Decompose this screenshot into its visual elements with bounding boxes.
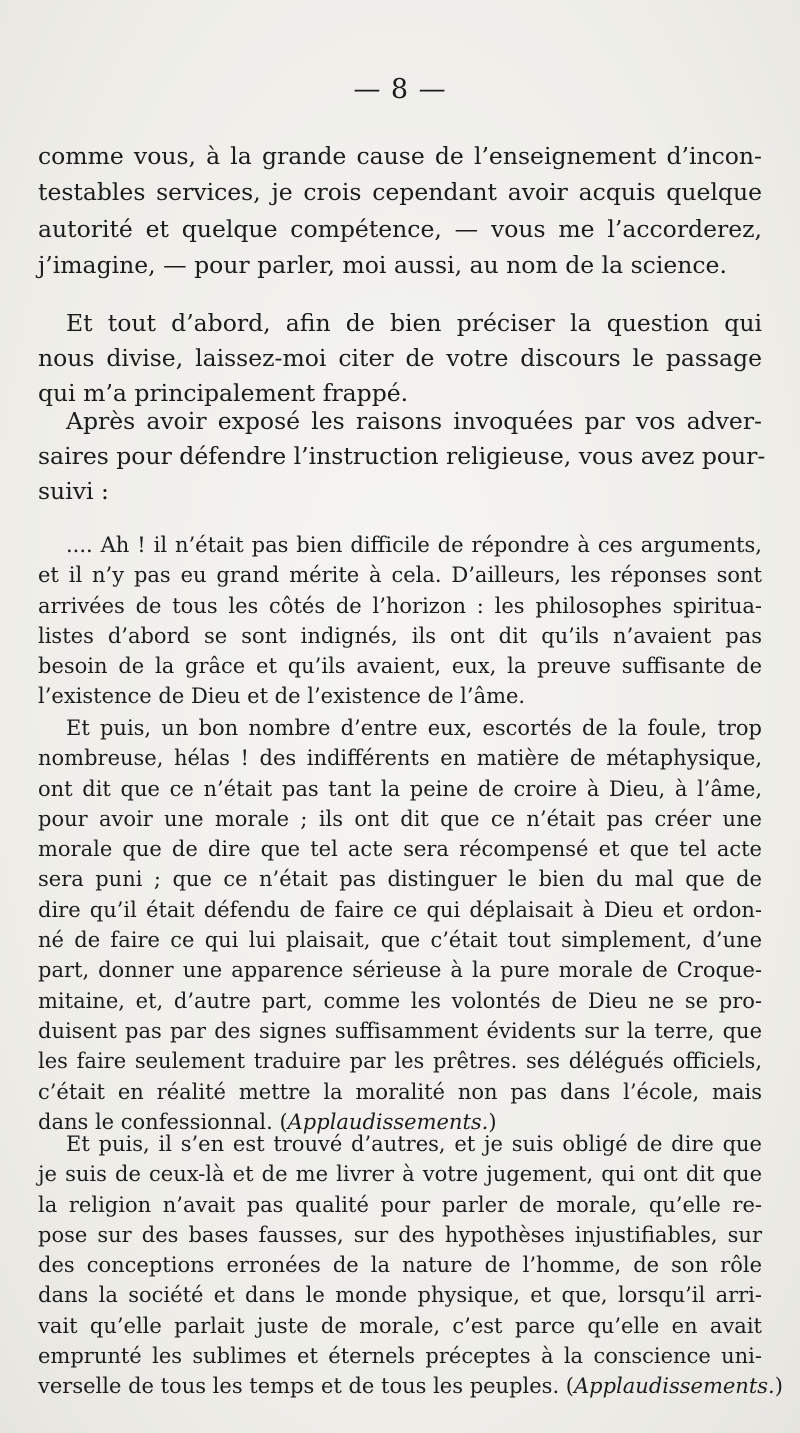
quote-paragraph-1	[38, 530, 762, 712]
text-line: .... Ah ! il n’était pas bien difficile de répondre à ces arguments,	[66, 533, 762, 557]
text-line: duisent pas par des signes suffisamment évidents sur la terre, que	[38, 1018, 762, 1043]
text-line: j’imagine, — pour parler, moi aussi, au nom de la science.	[38, 250, 727, 279]
text-line: testables services, je crois cependant avoir acquis quelque	[38, 178, 762, 207]
text-line: arrivées de tous les côtés de l’horizon : les philosophes spiritua-	[38, 593, 762, 618]
text-line: pose sur des bases fausses, sur des hypothèses injustifiables, sur	[38, 1222, 762, 1247]
text-line	[38, 1371, 783, 1401]
text-line: sera puni ; que ce n’était pas distinguer le bien du mal que de	[38, 867, 762, 892]
text-line: mitaine, et, d’autre part, comme les volontés de Dieu ne se pro-	[38, 988, 762, 1013]
text-line: la religion n’avait pas qualité pour parler de morale, qu’elle re-	[38, 1192, 762, 1217]
text-line: Et puis, il s’en est trouvé d’autres, et je suis obligé de dire que	[66, 1132, 762, 1156]
page-number: — 8 —	[353, 74, 447, 105]
paragraph-apres-avoir	[38, 404, 766, 509]
text-line: Et tout d’abord, afin de bien préciser la question qui	[66, 309, 762, 337]
text-line: Après avoir exposé les raisons invoquées par vos adver-	[66, 407, 762, 435]
text-line: suivi :	[38, 477, 109, 505]
text-line: des conceptions erronées de la nature de l’homme, de son rôle	[38, 1253, 762, 1278]
applause-note: Applaudissements.	[287, 1109, 489, 1134]
quote-paragraph-3	[38, 1129, 783, 1402]
text-line: nombreuse, hélas ! des indifférents en matière de métaphysique,	[38, 746, 762, 771]
text-line: né de faire ce qui lui plaisait, que c’était tout simplement, d’une	[38, 928, 762, 953]
text-run: )	[488, 1109, 497, 1134]
text-run: )	[774, 1374, 783, 1399]
text-line: je suis de ceux-là et de me livrer à votre jugement, qui ont dit que	[38, 1162, 762, 1187]
text-line: Et puis, un bon nombre d’entre eux, escortés de la foule, trop	[66, 716, 762, 740]
quote-paragraph-2	[38, 713, 762, 1137]
text-line: dans la société et dans le monde physique, et que, lorsqu’il arri-	[38, 1283, 762, 1308]
text-run: verselle de tous les temps et de tous les peuples. (	[38, 1374, 574, 1399]
text-line: besoin de la grâce et qu’ils avaient, eux, la preuve suffisante de	[38, 654, 762, 679]
text-line: morale que de dire que tel acte sera récompensé et que tel acte	[38, 837, 762, 862]
text-line: c’était en réalité mettre la moralité non pas dans l’école, mais	[38, 1079, 762, 1104]
intro-paragraph	[38, 138, 762, 283]
applause-note: Applaudissements.	[574, 1374, 775, 1399]
text-line: et il n’y pas eu grand mérite à cela. D’ailleurs, les réponses sont	[38, 563, 762, 588]
text-run: dans le confessionnal. (	[38, 1109, 288, 1134]
text-line: nous divise, laissez-moi citer de votre discours le passage	[38, 344, 762, 372]
text-line: listes d’abord se sont indignés, ils ont dit qu’ils n’avaient pas	[38, 623, 762, 648]
text-line: les faire seulement traduire par les prêtres. ses délégués officiels,	[38, 1049, 762, 1074]
paragraph-et-tout-dabord	[38, 306, 762, 411]
text-line: l’existence de Dieu et de l’existence de l’âme.	[38, 684, 526, 709]
text-line: emprunté les sublimes et éternels préceptes à la conscience uni-	[38, 1344, 762, 1369]
text-line: comme vous, à la grande cause de l’enseignement d’incon-	[38, 142, 762, 170]
text-line: part, donner une apparence sérieuse à la pure morale de Croque-	[38, 958, 762, 983]
text-line: ont dit que ce n’était pas tant la peine de croire à Dieu, à l’âme,	[38, 776, 762, 801]
text-line: saires pour défendre l’instruction religieuse, vous avez pour-	[38, 442, 766, 470]
text-line: qui m’a principalement frappé.	[38, 379, 409, 407]
text-line: dire qu’il était défendu de faire ce qui déplaisait à Dieu et ordon-	[38, 897, 762, 922]
text-line: pour avoir une morale ; ils ont dit que ce n’était pas créer une	[38, 806, 762, 831]
text-line: vait qu’elle parlait juste de morale, c’est parce qu’elle en avait	[38, 1313, 762, 1338]
text-line: autorité et quelque compétence, — vous me l’accorderez,	[38, 214, 762, 243]
